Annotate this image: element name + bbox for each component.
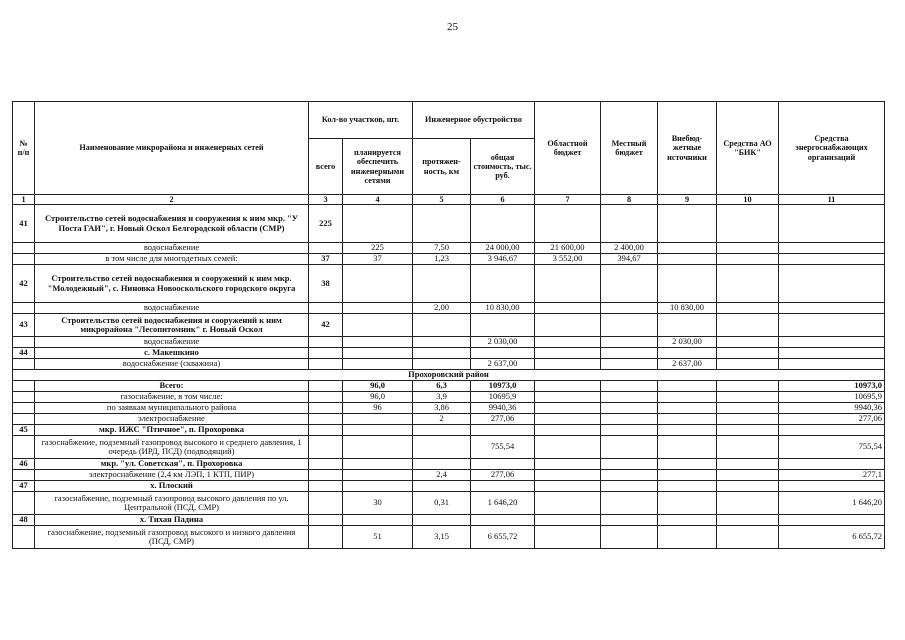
row-number: 45: [13, 425, 35, 436]
cell-planned: 225: [343, 243, 413, 254]
cell-planned: [343, 414, 413, 425]
cell-cost: 10695,9: [471, 392, 535, 403]
cell-energy: [779, 265, 885, 303]
cell-regional: [535, 425, 601, 436]
cell-total: [309, 459, 343, 470]
row-number: [13, 392, 35, 403]
table-row: [13, 470, 885, 481]
cell-bik: [717, 254, 779, 265]
row-number: 42: [13, 265, 35, 303]
header-total: всего: [309, 139, 343, 195]
cell-energy: 10695,9: [779, 392, 885, 403]
cell-offbudget: [658, 348, 717, 359]
cell-local: [601, 205, 658, 243]
cell-cost: [471, 425, 535, 436]
row-number: [13, 359, 35, 370]
cell-energy: [779, 303, 885, 314]
row-name: в том числе для многодетных семей:: [35, 254, 309, 265]
cell-cost: 24 000,00: [471, 243, 535, 254]
cell-regional: [535, 515, 601, 526]
cell-length: [413, 337, 471, 348]
cell-total: [309, 515, 343, 526]
cell-cost: 277,06: [471, 470, 535, 481]
cell-energy: [779, 314, 885, 337]
header-engineering-group: Инженерное обустройство: [413, 102, 535, 139]
cell-offbudget: [658, 425, 717, 436]
cell-local: [601, 337, 658, 348]
cell-regional: [535, 392, 601, 403]
cell-planned: [343, 314, 413, 337]
cell-offbudget: [658, 265, 717, 303]
table-row: [13, 243, 885, 254]
cell-bik: [717, 459, 779, 470]
cell-bik: [717, 492, 779, 515]
cell-local: [601, 436, 658, 459]
cell-total: 38: [309, 265, 343, 303]
cell-energy: [779, 359, 885, 370]
cell-bik: [717, 403, 779, 414]
row-number: 47: [13, 481, 35, 492]
cell-energy: [779, 425, 885, 436]
table-row: [13, 254, 885, 265]
cell-offbudget: [658, 205, 717, 243]
row-name: водоснабжение: [35, 243, 309, 254]
column-number: 7: [535, 195, 601, 205]
cell-bik: [717, 470, 779, 481]
cell-bik: [717, 481, 779, 492]
cell-regional: [535, 265, 601, 303]
cell-length: [413, 425, 471, 436]
cell-cost: 10973,0: [471, 381, 535, 392]
cell-energy: [779, 459, 885, 470]
cell-regional: 21 600,00: [535, 243, 601, 254]
cell-cost: 277,06: [471, 414, 535, 425]
row-number: [13, 403, 35, 414]
cell-offbudget: [658, 459, 717, 470]
cell-cost: 1 646,20: [471, 492, 535, 515]
cell-length: 0,31: [413, 492, 471, 515]
cell-energy: 277,1: [779, 470, 885, 481]
row-name: х. Плоский: [35, 481, 309, 492]
cell-energy: [779, 243, 885, 254]
cell-planned: [343, 359, 413, 370]
cell-energy: 10973,0: [779, 381, 885, 392]
cell-cost: 9940,36: [471, 403, 535, 414]
cell-regional: [535, 348, 601, 359]
cell-offbudget: [658, 470, 717, 481]
cell-total: [309, 526, 343, 549]
cell-bik: [717, 425, 779, 436]
table-row: [13, 481, 885, 492]
cell-local: [601, 526, 658, 549]
cell-planned: 30: [343, 492, 413, 515]
cell-length: 3,15: [413, 526, 471, 549]
cell-bik: [717, 515, 779, 526]
cell-local: [601, 403, 658, 414]
cell-total: [309, 492, 343, 515]
cell-local: [601, 303, 658, 314]
cell-length: 3,86: [413, 403, 471, 414]
row-number: [13, 303, 35, 314]
cell-offbudget: [658, 492, 717, 515]
cell-bik: [717, 348, 779, 359]
cell-local: [601, 265, 658, 303]
cell-cost: 6 655,72: [471, 526, 535, 549]
cell-regional: 3 552,00: [535, 254, 601, 265]
row-number: 46: [13, 459, 35, 470]
header-planned: планируется обеспечить инженерными сетями: [343, 139, 413, 195]
row-name: Строительство сетей водоснабжения и сооружений к ним микрорайона "Лесопитомник" г. Новый Оскол: [35, 314, 309, 337]
cell-cost: [471, 459, 535, 470]
cell-cost: [471, 481, 535, 492]
row-number: [13, 337, 35, 348]
cell-length: 2,4: [413, 470, 471, 481]
cell-planned: [343, 348, 413, 359]
cell-length: [413, 348, 471, 359]
column-number: 3: [309, 195, 343, 205]
cell-cost: [471, 314, 535, 337]
cell-offbudget: [658, 254, 717, 265]
table-row: [13, 492, 885, 515]
cell-length: 3,9: [413, 392, 471, 403]
cell-bik: [717, 392, 779, 403]
header-offbudget: Внебюд-жетные источники: [658, 102, 717, 195]
cell-planned: 96,0: [343, 392, 413, 403]
cell-bik: [717, 526, 779, 549]
table-row: [13, 515, 885, 526]
cell-local: [601, 515, 658, 526]
cell-planned: 96: [343, 403, 413, 414]
header-num: № п/п: [13, 102, 35, 195]
cell-cost: 2 637,00: [471, 359, 535, 370]
cell-length: [413, 515, 471, 526]
table-row: [13, 526, 885, 549]
header-cost: общая стоимость, тыс. руб.: [471, 139, 535, 195]
cell-planned: [343, 205, 413, 243]
cell-bik: [717, 243, 779, 254]
cell-total: [309, 359, 343, 370]
column-number: 2: [35, 195, 309, 205]
page-number: 25: [447, 21, 458, 33]
cell-regional: [535, 403, 601, 414]
row-number: 44: [13, 348, 35, 359]
cell-length: [413, 436, 471, 459]
cell-total: [309, 303, 343, 314]
cell-total: 225: [309, 205, 343, 243]
cell-offbudget: [658, 526, 717, 549]
cell-local: [601, 392, 658, 403]
table-row: [13, 359, 885, 370]
cell-offbudget: [658, 414, 717, 425]
cell-regional: [535, 337, 601, 348]
cell-regional: [535, 381, 601, 392]
row-name: Строительство сетей водоснабжения и сооружений к ним мкр. "Молодежный", с. Ниновка Новооскольского городского округа: [35, 265, 309, 303]
cell-cost: 2 030,00: [471, 337, 535, 348]
row-number: [13, 243, 35, 254]
cell-energy: 755,54: [779, 436, 885, 459]
cell-cost: [471, 265, 535, 303]
table-row: [13, 348, 885, 359]
cell-local: [601, 425, 658, 436]
cell-total: 42: [309, 314, 343, 337]
cell-total: [309, 392, 343, 403]
cell-bik: [717, 436, 779, 459]
table-row: [13, 436, 885, 459]
cell-regional: [535, 205, 601, 243]
cell-bik: [717, 414, 779, 425]
cell-planned: [343, 303, 413, 314]
row-number: [13, 436, 35, 459]
cell-length: 2,00: [413, 303, 471, 314]
cell-cost: [471, 515, 535, 526]
cell-offbudget: [658, 243, 717, 254]
row-name: Строительство сетей водоснабжения и сооружения к ним мкр. "У Поста ГАИ", г. Новый Оскол Белгородской области (СМР): [35, 205, 309, 243]
row-number: [13, 254, 35, 265]
engineering-networks-table: [12, 101, 885, 549]
cell-planned: [343, 459, 413, 470]
cell-regional: [535, 314, 601, 337]
table-row: [13, 414, 885, 425]
cell-energy: [779, 254, 885, 265]
cell-planned: 96,0: [343, 381, 413, 392]
row-name: электроснабжение: [35, 414, 309, 425]
cell-total: [309, 337, 343, 348]
table-row: [13, 392, 885, 403]
cell-cost: 755,54: [471, 436, 535, 459]
cell-regional: [535, 436, 601, 459]
row-number: 43: [13, 314, 35, 337]
column-number: 6: [471, 195, 535, 205]
cell-planned: 51: [343, 526, 413, 549]
header-plots-group: Кол-во участков, шт.: [309, 102, 413, 139]
cell-total: [309, 470, 343, 481]
cell-total: [309, 348, 343, 359]
cell-local: [601, 481, 658, 492]
cell-planned: [343, 425, 413, 436]
cell-offbudget: [658, 481, 717, 492]
cell-planned: [343, 481, 413, 492]
row-name: Всего:: [35, 381, 309, 392]
row-number: [13, 381, 35, 392]
cell-total: [309, 425, 343, 436]
header-length: протяжен-ность, км: [413, 139, 471, 195]
cell-cost: 3 946,67: [471, 254, 535, 265]
cell-regional: [535, 359, 601, 370]
column-number: 4: [343, 195, 413, 205]
row-number: 41: [13, 205, 35, 243]
cell-bik: [717, 303, 779, 314]
cell-local: [601, 348, 658, 359]
cell-regional: [535, 303, 601, 314]
table-row: [13, 303, 885, 314]
table-row: [13, 314, 885, 337]
cell-offbudget: 2 637,00: [658, 359, 717, 370]
cell-regional: [535, 459, 601, 470]
cell-offbudget: [658, 314, 717, 337]
cell-bik: [717, 359, 779, 370]
cell-local: [601, 414, 658, 425]
row-name: газоснабжение, подземный газопровод высокого давления по ул. Центральной (ПСД, СМР): [35, 492, 309, 515]
cell-energy: [779, 515, 885, 526]
cell-energy: [779, 481, 885, 492]
row-name: х. Тихая Падина: [35, 515, 309, 526]
cell-local: [601, 359, 658, 370]
column-number: 9: [658, 195, 717, 205]
cell-total: 37: [309, 254, 343, 265]
cell-total: [309, 436, 343, 459]
row-number: [13, 492, 35, 515]
cell-energy: 9940,36: [779, 403, 885, 414]
cell-bik: [717, 381, 779, 392]
cell-local: [601, 381, 658, 392]
cell-planned: 37: [343, 254, 413, 265]
cell-length: 7,50: [413, 243, 471, 254]
table-row: [13, 459, 885, 470]
cell-regional: [535, 526, 601, 549]
cell-energy: [779, 348, 885, 359]
cell-total: [309, 403, 343, 414]
row-number: [13, 414, 35, 425]
cell-offbudget: [658, 381, 717, 392]
row-name: газоснабжение, подземный газопровод высокого и низкого давления (ПСД, СМР): [35, 526, 309, 549]
cell-planned: [343, 436, 413, 459]
column-number: 8: [601, 195, 658, 205]
cell-regional: [535, 481, 601, 492]
row-name: мкр. "ул. Советская", п. Прохоровка: [35, 459, 309, 470]
cell-energy: 6 655,72: [779, 526, 885, 549]
cell-length: [413, 459, 471, 470]
cell-total: [309, 414, 343, 425]
cell-local: 2 400,00: [601, 243, 658, 254]
cell-length: 6,3: [413, 381, 471, 392]
table-body: [13, 205, 885, 549]
cell-length: [413, 205, 471, 243]
header-bik: Средства АО "БИК": [717, 102, 779, 195]
table-row: [13, 403, 885, 414]
table-row: [13, 265, 885, 303]
column-number: 11: [779, 195, 885, 205]
cell-length: [413, 314, 471, 337]
district-row: [13, 370, 885, 381]
cell-offbudget: [658, 515, 717, 526]
cell-bik: [717, 265, 779, 303]
cell-offbudget: 10 830,00: [658, 303, 717, 314]
cell-offbudget: [658, 392, 717, 403]
cell-length: [413, 265, 471, 303]
cell-bik: [717, 314, 779, 337]
cell-energy: [779, 205, 885, 243]
table-row: [13, 337, 885, 348]
column-number: 5: [413, 195, 471, 205]
cell-local: [601, 459, 658, 470]
column-number: 1: [13, 195, 35, 205]
cell-length: [413, 359, 471, 370]
row-name: водоснабжение: [35, 337, 309, 348]
cell-regional: [535, 470, 601, 481]
table-row: [13, 205, 885, 243]
header-regional-budget: Областной бюджет: [535, 102, 601, 195]
cell-energy: 277,06: [779, 414, 885, 425]
row-name: водоснабжение: [35, 303, 309, 314]
cell-planned: [343, 515, 413, 526]
row-number: [13, 470, 35, 481]
cell-planned: [343, 337, 413, 348]
cell-total: [309, 381, 343, 392]
cell-offbudget: [658, 436, 717, 459]
cell-local: 394,67: [601, 254, 658, 265]
row-name: газоснабжение, в том числе:: [35, 392, 309, 403]
row-number: [13, 526, 35, 549]
header-local-budget: Местный бюджет: [601, 102, 658, 195]
cell-planned: [343, 470, 413, 481]
row-name: электроснабжение (2,4 км ЛЭП, 1 КТП, ПИР): [35, 470, 309, 481]
cell-local: [601, 314, 658, 337]
cell-offbudget: [658, 403, 717, 414]
cell-cost: 10 830,00: [471, 303, 535, 314]
cell-energy: 1 646,20: [779, 492, 885, 515]
table-row: [13, 381, 885, 392]
cell-length: [413, 481, 471, 492]
cell-length: 2: [413, 414, 471, 425]
row-name: газоснабжение, подземный газопровод высокого и среднего давления, 1 очередь (ИРД, ПСД) (подводящий): [35, 436, 309, 459]
cell-length: 1,23: [413, 254, 471, 265]
row-name: мкр. ИЖС "Птичное", п. Прохоровка: [35, 425, 309, 436]
row-name: по заявкам муниципального района: [35, 403, 309, 414]
cell-planned: [343, 265, 413, 303]
cell-cost: [471, 205, 535, 243]
cell-energy: [779, 337, 885, 348]
cell-bik: [717, 205, 779, 243]
column-number: 10: [717, 195, 779, 205]
row-name: водоснабжение (скважина): [35, 359, 309, 370]
cell-total: [309, 481, 343, 492]
cell-regional: [535, 492, 601, 515]
cell-offbudget: 2 030,00: [658, 337, 717, 348]
cell-bik: [717, 337, 779, 348]
cell-regional: [535, 414, 601, 425]
cell-cost: [471, 348, 535, 359]
cell-total: [309, 243, 343, 254]
row-name: с. Макешкино: [35, 348, 309, 359]
header-name: Наименование микрорайона и инженерных сетей: [35, 102, 309, 195]
district-name: Прохоровский район: [13, 370, 885, 381]
row-number: 48: [13, 515, 35, 526]
column-number-row: [13, 195, 885, 205]
header-energy: Средства энергоснабжающих организаций: [779, 102, 885, 195]
table-row: [13, 425, 885, 436]
cell-local: [601, 470, 658, 481]
cell-local: [601, 492, 658, 515]
